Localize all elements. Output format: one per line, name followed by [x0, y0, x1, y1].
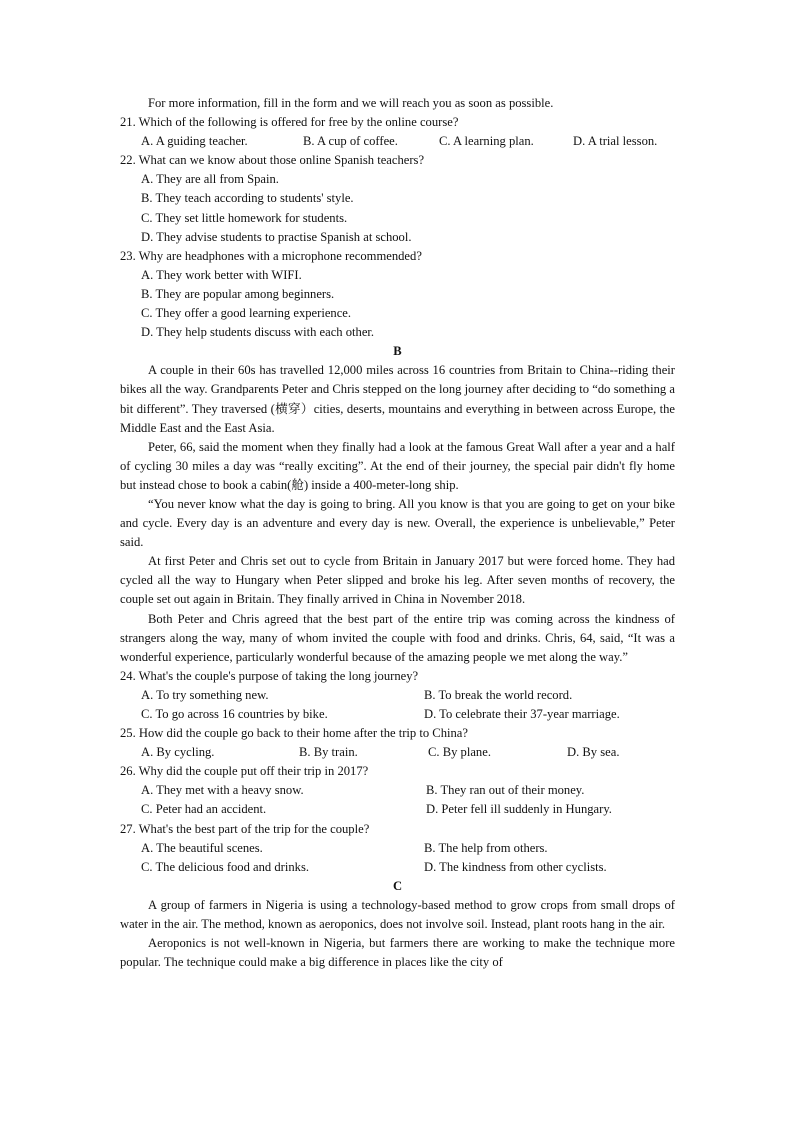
question-27-options-row1 — [120, 839, 675, 858]
option-d: D. Peter fell ill suddenly in Hungary. — [426, 802, 612, 817]
question-22: 22. What can we know about those online Spanish teachers? — [120, 153, 425, 168]
option-d: D. They help students discuss with each other. — [141, 325, 375, 340]
option-c: C. They set little homework for students. — [141, 210, 348, 225]
option-a: A. They met with a heavy snow. — [141, 783, 304, 798]
question-21-options — [120, 132, 675, 151]
passage-b-paragraph: A couple in their 60s has travelled 12,000 miles across 16 countries from Britain to China--riding their bikes all the way. Grandparents Peter and Chris stepped on the long journey after deciding to “do something a bit different”. They traversed (横穿）cities, deserts, mountains and everything in between across Europe, the Middle East and the East Asia. — [120, 363, 675, 435]
option-c: C. The delicious food and drinks. — [141, 859, 310, 874]
question-25: 25. How did the couple go back to their home after the trip to China? — [120, 726, 468, 741]
passage-b-paragraph: Both Peter and Chris agreed that the best part of the entire trip was coming across the kindness of strangers along the way, many of whom invited the couple with food and drinks. Chris, 64, said, “It was a wonderful experience, particularly wonderful because of the amazing people we met along the way.” — [120, 611, 675, 664]
question-23: 23. Why are headphones with a microphone recommended? — [120, 248, 422, 263]
option-d: D. By sea. — [567, 745, 620, 760]
section-c-heading: C — [392, 878, 403, 893]
passage-c-paragraph: A group of farmers in Nigeria is using a technology-based method to grow crops from small drops of water in the air. The method, known as aeroponics, does not involve soil. Instead, plant roots hang in the air. — [120, 897, 675, 932]
option-b: B. By train. — [299, 745, 358, 760]
option-a: A. The beautiful scenes. — [141, 840, 263, 855]
question-24: 24. What's the couple's purpose of taking the long journey? — [120, 668, 419, 683]
option-a: A. By cycling. — [141, 745, 215, 760]
option-c: C. By plane. — [428, 745, 491, 760]
option-a: A. They are all from Spain. — [141, 172, 279, 187]
question-26: 26. Why did the couple put off their trip in 2017? — [120, 764, 369, 779]
question-24-options-row1 — [120, 686, 675, 705]
option-d: D. A trial lesson. — [573, 134, 658, 149]
option-d: D. They advise students to practise Spanish at school. — [141, 229, 412, 244]
option-b: B. The help from others. — [424, 840, 548, 855]
section-b-heading: B — [393, 344, 402, 359]
option-b: B. They are popular among beginners. — [141, 286, 335, 301]
option-d: D. The kindness from other cyclists. — [424, 859, 607, 874]
option-a: A. They work better with WIFI. — [141, 267, 302, 282]
intro-text: For more information, fill in the form and we will reach you as soon as possible. — [148, 96, 554, 110]
question-27-options-row2 — [120, 858, 675, 877]
option-b: B. A cup of coffee. — [303, 134, 398, 149]
option-a: A. A guiding teacher. — [141, 134, 248, 149]
option-c: C. To go across 16 countries by bike. — [141, 707, 328, 721]
question-26-options-row1 — [120, 781, 675, 800]
option-b: B. They teach according to students' style. — [141, 191, 354, 206]
option-b: B. To break the world record. — [424, 687, 573, 702]
option-c: C. A learning plan. — [439, 134, 534, 149]
question-21: 21. Which of the following is offered for free by the online course? — [120, 115, 459, 130]
question-26-options-row2 — [120, 800, 675, 819]
option-c: C. They offer a good learning experience. — [141, 306, 352, 321]
passage-c-paragraph: Aeroponics is not well-known in Nigeria, but farmers there are working to make the technique more popular. The technique could make a big difference in places like the city of — [120, 936, 675, 970]
option-a: A. To try something new. — [141, 687, 269, 702]
question-25-options — [120, 743, 675, 762]
question-24-options-row2 — [120, 705, 675, 724]
document-body — [120, 94, 675, 972]
option-b: B. They ran out of their money. — [426, 783, 585, 798]
passage-b-paragraph: Peter, 66, said the moment when they finally had a look at the famous Great Wall after a year and a half of cycling 30 miles a day was “really exciting”. At the end of their journey, the special pair didn't fly home but instead chose to book a cabin(舱) inside a 400-meter-long ship. — [120, 439, 675, 492]
question-27: 27. What's the best part of the trip for the couple? — [120, 821, 370, 836]
passage-b-paragraph: At first Peter and Chris set out to cycle from Britain in January 2017 but were forced home. They had cycled all the way to Hungary when Peter slipped and broke his leg. After seven months of recovery, the couple set out again in Britain. They finally arrived in China in November 2018. — [120, 554, 675, 607]
passage-b-paragraph: “You never know what the day is going to bring. All you know is that you are going to get on your bike and cycle. Every day is an adventure and every day is new. Overall, the experience is unbelievable,” Peter said. — [120, 496, 675, 550]
option-c: C. Peter had an accident. — [141, 802, 267, 817]
option-d: D. To celebrate their 37-year marriage. — [424, 707, 620, 721]
